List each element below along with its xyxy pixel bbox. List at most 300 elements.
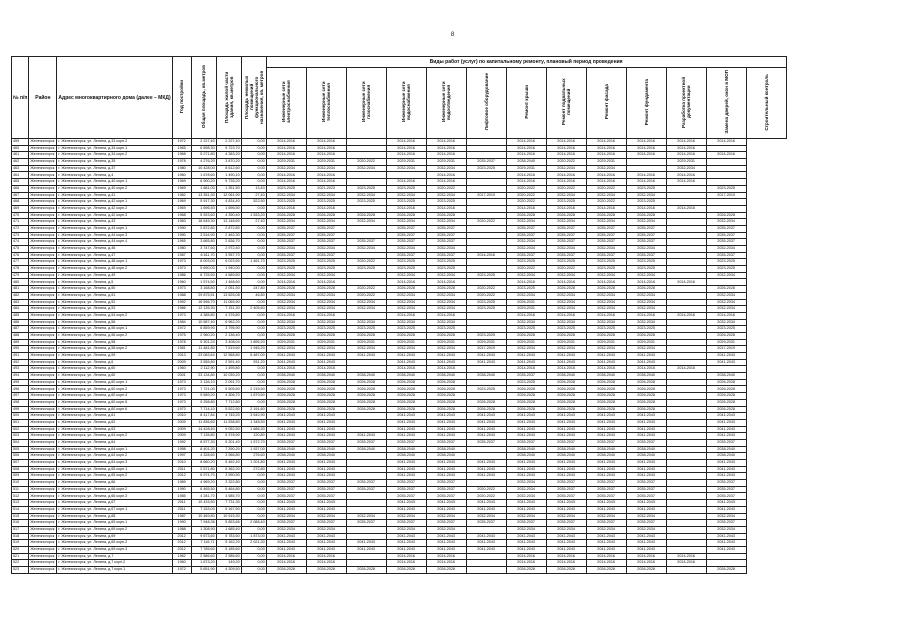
water-period-cell: 2026-2028	[386, 379, 426, 386]
facade-period-cell: 2041-2043	[586, 419, 626, 426]
sewer-period-cell: 2035-2037	[426, 239, 466, 246]
sewer-period-cell: 2041-2043	[426, 359, 466, 366]
design-docs-period-cell	[666, 185, 706, 192]
address-cell: г. Железногорск, ул. Ленина, д.60 корп.5	[57, 399, 172, 406]
sewer-period-cell: 2026-2028	[426, 393, 466, 400]
elevator-period-cell: 2035-2037	[466, 159, 506, 166]
district-cell: Железногорск	[29, 332, 57, 339]
total-area-cell: 4 969,20	[191, 480, 216, 487]
roof-period-cell: 2026-2028	[506, 399, 546, 406]
address-cell: г. Железногорск, ул. Ленина, д.49	[57, 272, 172, 279]
nonliving-area-cell: 0,00	[241, 399, 266, 406]
nonliving-area-cell: 2 405,60	[241, 306, 266, 313]
sewer-period-cell: 2014-2016	[426, 145, 466, 152]
row-number-cell: 492	[12, 359, 29, 366]
total-area-cell: 2 960,20	[191, 332, 216, 339]
year-cell: 1969	[172, 199, 191, 206]
heat-period-cell: 2014-2016	[306, 179, 346, 186]
elevator-period-cell	[466, 139, 506, 146]
address-cell: г. Железногорск, ул. Ленина, д.4	[57, 172, 172, 179]
living-area-cell: 4 390,40	[216, 212, 241, 219]
foundation-period-cell: 2032-2034	[626, 346, 666, 353]
year-cell: 2010	[172, 413, 191, 420]
foundation-period-cell: 2014-2016	[626, 139, 666, 146]
foundation-period-cell: 2026-2028	[626, 332, 666, 339]
row-number-cell: 466	[12, 185, 29, 192]
water-period-cell: 2029-2031	[386, 339, 426, 346]
design-docs-period-cell: 2014-2016	[666, 560, 706, 567]
nonliving-area-cell: 0,00	[241, 319, 266, 326]
basement-period-cell: 2026-2028	[546, 379, 586, 386]
nonliving-area-cell: 0,00	[241, 312, 266, 319]
water-period-cell: 2041-2043	[386, 533, 426, 540]
living-area-cell: 3 322,80	[216, 480, 241, 487]
sewer-period-cell: 2041-2043	[426, 473, 466, 480]
basement-period-cell: 2041-2043	[546, 460, 586, 467]
nonliving-area-cell: 0,00	[241, 546, 266, 553]
roof-period-cell: 2035-2037	[506, 520, 546, 527]
gas-period-cell	[346, 453, 386, 460]
foundation-period-cell: 2026-2028	[626, 393, 666, 400]
address-cell: г. Железногорск, ул. Ленина, д.66	[57, 480, 172, 487]
district-cell: Железногорск	[29, 225, 57, 232]
water-period-cell: 2041-2043	[386, 413, 426, 420]
heat-period-cell: 2029-2031	[306, 159, 346, 166]
doors-windows-period-cell	[706, 159, 746, 166]
address-cell: г. Железногорск, ул. Ленина, д.6	[57, 359, 172, 366]
year-cell: 1973	[172, 379, 191, 386]
nonliving-area-cell: 247,80	[241, 286, 266, 293]
elevator-period-cell	[466, 259, 506, 266]
facade-period-cell: 2014-2016	[586, 279, 626, 286]
gas-period-cell: 2023-2025	[346, 185, 386, 192]
header-foundation: Ремонт фундамента	[626, 68, 666, 139]
sewer-period-cell: 2032-2034	[426, 306, 466, 313]
year-cell: 1973	[172, 259, 191, 266]
design-docs-period-cell	[666, 386, 706, 393]
facade-period-cell: 2032-2034	[586, 306, 626, 313]
sewer-period-cell: 2035-2037	[426, 493, 466, 500]
basement-period-cell: 2041-2043	[546, 359, 586, 366]
table-row	[12, 393, 787, 400]
roof-period-cell: 2014-2016	[506, 179, 546, 186]
facade-period-cell: 2014-2016	[586, 152, 626, 159]
nonliving-area-cell: 1 945,20	[241, 346, 266, 353]
living-area-cell: 2 227,40	[216, 139, 241, 146]
sewer-period-cell: 2041-2043	[426, 419, 466, 426]
sewer-period-cell: 2014-2016	[426, 366, 466, 373]
doors-windows-period-cell: 2014-2016	[706, 152, 746, 159]
row-number-cell: 491	[12, 353, 29, 360]
design-docs-period-cell: 2014-2016	[666, 205, 706, 212]
nonliving-area-cell: 522,50	[241, 199, 266, 206]
facade-period-cell: 2032-2034	[586, 346, 626, 353]
nonliving-area-cell: 1 937,00	[241, 446, 266, 453]
design-docs-period-cell: 2014-2016	[666, 553, 706, 560]
address-cell: г. Железногорск, ул. Ленина, д.35	[57, 159, 172, 166]
facade-period-cell: 2035-2037	[586, 252, 626, 259]
electric-period-cell: 2041-2043	[266, 413, 306, 420]
roof-period-cell: 2041-2043	[506, 460, 546, 467]
sewer-period-cell: 2035-2037	[426, 252, 466, 259]
district-cell: Железногорск	[29, 473, 57, 480]
design-docs-period-cell	[666, 292, 706, 299]
elevator-period-cell	[466, 246, 506, 253]
address-cell: г. Железногорск, ул. Ленина, д.47	[57, 252, 172, 259]
address-cell: г. Железногорск, ул. Ленина, д.64	[57, 439, 172, 446]
address-cell: г. Железногорск, ул. Ленина, д.65 корп.2	[57, 473, 172, 480]
heat-period-cell: 2032-2034	[306, 319, 346, 326]
table-row	[12, 165, 787, 172]
design-docs-period-cell	[666, 486, 706, 493]
total-area-cell: 23 083,64	[191, 353, 216, 360]
sewer-period-cell: 2023-2025	[426, 259, 466, 266]
design-docs-period-cell	[666, 359, 706, 366]
district-cell: Железногорск	[29, 366, 57, 373]
doors-windows-period-cell: 2032-2034	[706, 292, 746, 299]
roof-period-cell: 2038-2040	[506, 453, 546, 460]
header-facade: Ремонт фасада	[586, 68, 626, 139]
facade-period-cell: 2041-2043	[586, 433, 626, 440]
design-docs-period-cell	[666, 426, 706, 433]
district-cell: Железногорск	[29, 239, 57, 246]
header-district: Район	[29, 57, 57, 139]
total-area-cell: 7 135,80	[191, 433, 216, 440]
elevator-period-cell	[466, 446, 506, 453]
facade-period-cell: 2035-2037	[586, 480, 626, 487]
gas-period-cell	[346, 205, 386, 212]
table-row	[12, 286, 787, 293]
heat-period-cell: 2038-2040	[306, 373, 346, 380]
address-cell: г. Железногорск, ул. Ленина, д.58 корп.2	[57, 346, 172, 353]
foundation-period-cell: 2026-2028	[626, 406, 666, 413]
living-area-cell: 4 689,60	[216, 272, 241, 279]
water-period-cell: 2014-2016	[386, 366, 426, 373]
water-period-cell: 2035-2037	[386, 520, 426, 527]
address-cell: г. Железногорск, ул. Ленина, д.41	[57, 192, 172, 199]
basement-period-cell: 2014-2016	[546, 279, 586, 286]
design-docs-period-cell	[666, 506, 706, 513]
row-number-cell: 498	[12, 399, 29, 406]
heat-period-cell: 2041-2043	[306, 426, 346, 433]
nonliving-area-cell: 0,00	[241, 553, 266, 560]
table-row	[12, 359, 787, 366]
year-cell: 1960	[172, 366, 191, 373]
facade-period-cell: 2026-2028	[586, 332, 626, 339]
basement-period-cell: 2026-2028	[546, 567, 586, 574]
heat-period-cell: 2021-2023	[306, 185, 346, 192]
row-number-cell: 514	[12, 506, 29, 513]
living-area-cell: 12 568,80	[216, 353, 241, 360]
district-cell: Железногорск	[29, 446, 57, 453]
doors-windows-period-cell: 2038-2040	[706, 373, 746, 380]
living-area-cell: 11 538,80	[216, 419, 241, 426]
row-number-cell: 480	[12, 279, 29, 286]
roof-period-cell: 2041-2043	[506, 506, 546, 513]
sewer-period-cell: 2035-2037	[426, 439, 466, 446]
electric-period-cell: 2035-2037	[266, 480, 306, 487]
roof-period-cell: 2020-2022	[506, 266, 546, 273]
water-period-cell: 2014-2016	[386, 312, 426, 319]
address-cell: г. Железногорск, ул. Ленина, д.53	[57, 306, 172, 313]
elevator-period-cell: 2041-2043	[466, 359, 506, 366]
design-docs-period-cell	[666, 393, 706, 400]
electric-period-cell: 2035-2037	[266, 239, 306, 246]
living-area-cell: 5 464,80	[216, 486, 241, 493]
design-docs-period-cell	[666, 239, 706, 246]
facade-period-cell: 2041-2043	[586, 353, 626, 360]
heat-period-cell: 2023-2025	[306, 259, 346, 266]
doors-windows-period-cell: 2041-2043	[706, 533, 746, 540]
table-row	[12, 225, 787, 232]
electric-period-cell: 2035-2037	[266, 520, 306, 527]
district-cell: Железногорск	[29, 373, 57, 380]
water-period-cell: 2014-2016	[386, 553, 426, 560]
table-row	[12, 205, 787, 212]
basement-period-cell: 2041-2043	[546, 500, 586, 507]
gas-period-cell: 2035-2037	[346, 480, 386, 487]
design-docs-period-cell: 2014-2016	[666, 179, 706, 186]
table-row	[12, 239, 787, 246]
living-area-cell: 5 185,60	[216, 546, 241, 553]
water-period-cell: 2041-2043	[386, 419, 426, 426]
elevator-period-cell	[466, 185, 506, 192]
living-area-cell: 2 872,80	[216, 225, 241, 232]
district-cell: Железногорск	[29, 533, 57, 540]
gas-period-cell: 2032-2034	[346, 319, 386, 326]
sewer-period-cell: 2032-2034	[426, 165, 466, 172]
basement-period-cell: 2032-2034	[546, 292, 586, 299]
elevator-period-cell: 2035-2037	[466, 439, 506, 446]
sewer-period-cell: 2038-2040	[426, 446, 466, 453]
elevator-period-cell	[466, 480, 506, 487]
header-basement: Ремонт подвальных помещений	[546, 68, 586, 139]
heat-period-cell: 2035-2037	[306, 520, 346, 527]
facade-period-cell: 2014-2016	[586, 172, 626, 179]
heat-period-cell: 2023-2025	[306, 199, 346, 206]
doors-windows-period-cell: 2032-2034	[706, 219, 746, 226]
year-cell: 2012	[172, 546, 191, 553]
doors-windows-period-cell: 2023-2025	[706, 259, 746, 266]
total-area-cell: 5 917,30	[191, 199, 216, 206]
heat-period-cell: 2026-2028	[306, 399, 346, 406]
year-cell: 1987	[172, 513, 191, 520]
basement-period-cell: 2038-2040	[546, 373, 586, 380]
living-area-cell: 13 148,60	[216, 219, 241, 226]
living-area-cell: 3 957,70	[216, 252, 241, 259]
gas-period-cell	[346, 426, 386, 433]
elevator-period-cell	[466, 239, 506, 246]
address-cell: г. Железногорск, ул. Ленина, д.44 корп.4	[57, 239, 172, 246]
elevator-period-cell	[466, 326, 506, 333]
doors-windows-period-cell: 2026-2028	[706, 386, 746, 393]
basement-period-cell: 2026-2028	[546, 399, 586, 406]
heat-period-cell: 2026-2028	[306, 286, 346, 293]
living-area-cell: 4 306,70	[216, 393, 241, 400]
address-cell: г. Железногорск, ул. Ленина, д.63	[57, 426, 172, 433]
electric-period-cell: 2032-2034	[266, 319, 306, 326]
electric-period-cell: 2026-2028	[266, 393, 306, 400]
total-area-cell: 2 112,90	[191, 366, 216, 373]
heat-period-cell: 2041-2043	[306, 433, 346, 440]
header-living-area: Площадь жилой части здания, кв.метров	[216, 57, 241, 139]
elevator-period-cell: 2041-2043	[466, 466, 506, 473]
gas-period-cell: 2023-2025	[346, 266, 386, 273]
row-number-cell: 476	[12, 252, 29, 259]
foundation-period-cell: 2014-2016	[626, 172, 666, 179]
doors-windows-period-cell: 2035-2037	[706, 232, 746, 239]
elevator-period-cell: 2041-2043	[466, 540, 506, 547]
electric-period-cell: 2023-2025	[266, 199, 306, 206]
elevator-period-cell	[466, 393, 506, 400]
roof-period-cell: 2041-2043	[506, 413, 546, 420]
total-area-cell: 8 417,84	[191, 413, 216, 420]
row-number-cell: 462	[12, 159, 29, 166]
year-cell: 1972	[172, 567, 191, 574]
district-cell: Железногорск	[29, 246, 57, 253]
district-cell: Железногорск	[29, 299, 57, 306]
nonliving-area-cell: 0,00	[241, 526, 266, 533]
heat-period-cell: 2026-2028	[306, 332, 346, 339]
roof-period-cell: 2041-2043	[506, 473, 546, 480]
electric-period-cell: 2041-2043	[266, 460, 306, 467]
basement-period-cell: 2035-2037	[546, 439, 586, 446]
year-cell: 1965	[172, 145, 191, 152]
heat-period-cell: 2026-2028	[306, 406, 346, 413]
total-area-cell: 10 428,00	[191, 165, 216, 172]
nonliving-area-cell: 0,00	[241, 500, 266, 507]
sewer-period-cell: 2035-2037	[426, 232, 466, 239]
elevator-period-cell: 2017-2019	[466, 346, 506, 353]
elevator-period-cell: 2041-2043	[466, 353, 506, 360]
design-docs-period-cell	[666, 546, 706, 553]
electric-period-cell: 2026-2028	[266, 212, 306, 219]
nonliving-area-cell: 0,00	[241, 172, 266, 179]
foundation-period-cell: 2035-2037	[626, 480, 666, 487]
district-cell: Железногорск	[29, 165, 57, 172]
sewer-period-cell: 2014-2016	[426, 139, 466, 146]
table-row	[12, 159, 787, 166]
design-docs-period-cell	[666, 413, 706, 420]
address-cell: г. Железногорск, ул. Ленина, д.58	[57, 339, 172, 346]
basement-period-cell: 2020-2022	[546, 185, 586, 192]
row-number-cell: 469	[12, 205, 29, 212]
foundation-period-cell: 2041-2043	[626, 546, 666, 553]
row-number-cell: 473	[12, 232, 29, 239]
nonliving-area-cell: 0,00	[241, 480, 266, 487]
doors-windows-period-cell: 2041-2043	[706, 426, 746, 433]
electric-period-cell: 2032-2034	[266, 306, 306, 313]
water-period-cell: 2014-2016	[386, 205, 426, 212]
water-period-cell: 2041-2043	[386, 433, 426, 440]
water-period-cell: 2032-2034	[386, 346, 426, 353]
gas-period-cell: 2038-2040	[346, 373, 386, 380]
header-electric: Инженерные сети электроснабжения	[266, 68, 306, 139]
district-cell: Железногорск	[29, 219, 57, 226]
row-number-cell: 488	[12, 332, 29, 339]
foundation-period-cell: 2041-2043	[626, 359, 666, 366]
row-number-cell: 519	[12, 540, 29, 547]
nonliving-area-cell: 0,00	[241, 473, 266, 480]
year-cell: 1973	[172, 393, 191, 400]
address-cell: г. Железногорск, ул. Ленина, д.34 корп.1	[57, 145, 172, 152]
header-sewer: Инженерные сети водоотведения	[426, 68, 466, 139]
gas-period-cell: 2032-2034	[346, 192, 386, 199]
roof-period-cell: 2014-2016	[506, 139, 546, 146]
roof-period-cell: 2041-2043	[506, 540, 546, 547]
water-period-cell: 2026-2028	[386, 567, 426, 574]
living-area-cell: 2 591,40	[216, 359, 241, 366]
doors-windows-period-cell	[706, 205, 746, 212]
sewer-period-cell: 2032-2034	[426, 219, 466, 226]
nonliving-area-cell: 1 873,00	[241, 533, 266, 540]
district-cell: Железногорск	[29, 199, 57, 206]
foundation-period-cell: 2041-2043	[626, 413, 666, 420]
water-period-cell: 2032-2034	[386, 192, 426, 199]
electric-period-cell: 2032-2034	[266, 165, 306, 172]
basement-period-cell: 2023-2025	[546, 326, 586, 333]
water-period-cell: 2035-2037	[386, 225, 426, 232]
water-period-cell: 2026-2028	[386, 406, 426, 413]
total-area-cell: 1 696,50	[191, 205, 216, 212]
address-cell: г. Железногорск, ул. Ленина, д.42 корп.1	[57, 199, 172, 206]
electric-period-cell: 2029-2031	[266, 159, 306, 166]
basement-period-cell: 2032-2034	[546, 272, 586, 279]
facade-period-cell: 2026-2028	[586, 567, 626, 574]
total-area-cell: 4 276,20	[191, 159, 216, 166]
foundation-period-cell	[626, 159, 666, 166]
facade-period-cell: 2014-2016	[586, 205, 626, 212]
design-docs-period-cell: 2014-2016	[666, 366, 706, 373]
roof-period-cell: 2026-2028	[506, 332, 546, 339]
table-row	[12, 386, 787, 393]
total-area-cell: 5 271,80	[191, 152, 216, 159]
electric-period-cell: 2023-2025	[266, 185, 306, 192]
electric-period-cell: 2026-2028	[266, 286, 306, 293]
facade-period-cell: 2023-2025	[586, 326, 626, 333]
basement-period-cell: 2014-2016	[546, 179, 586, 186]
total-area-cell: 6 898,30	[191, 145, 216, 152]
address-cell: г. Железногорск, ул. Ленина, д.64 корп.2	[57, 453, 172, 460]
row-number-cell: 518	[12, 533, 29, 540]
roof-period-cell: 2041-2043	[506, 419, 546, 426]
foundation-period-cell: 2035-2037	[626, 486, 666, 493]
table-row	[12, 526, 787, 533]
doors-windows-period-cell: 2014-2016	[706, 312, 746, 319]
foundation-period-cell	[626, 165, 666, 172]
roof-period-cell: 2032-2034	[506, 219, 546, 226]
electric-period-cell: 2041-2043	[266, 353, 306, 360]
table-row	[12, 172, 787, 179]
water-period-cell: 2035-2037	[386, 239, 426, 246]
gas-period-cell: 2026-2028	[346, 406, 386, 413]
table-row	[12, 480, 787, 487]
elevator-period-cell	[466, 212, 506, 219]
district-cell: Железногорск	[29, 426, 57, 433]
heat-period-cell: 2026-2028	[306, 393, 346, 400]
doors-windows-period-cell: 2026-2028	[706, 212, 746, 219]
doors-windows-period-cell: 2032-2034	[706, 319, 746, 326]
year-cell: 1975	[172, 332, 191, 339]
basement-period-cell: 2032-2034	[546, 526, 586, 533]
doors-windows-period-cell: 2041-2043	[706, 419, 746, 426]
living-area-cell: 10 039,20	[216, 373, 241, 380]
district-cell: Железногорск	[29, 399, 57, 406]
address-cell: г. Железногорск, ул. Ленина, д.69 корп.2	[57, 540, 172, 547]
gas-period-cell: 2020-2022	[346, 259, 386, 266]
heat-period-cell: 2032-2034	[306, 299, 346, 306]
doors-windows-period-cell: 2032-2034	[706, 513, 746, 520]
